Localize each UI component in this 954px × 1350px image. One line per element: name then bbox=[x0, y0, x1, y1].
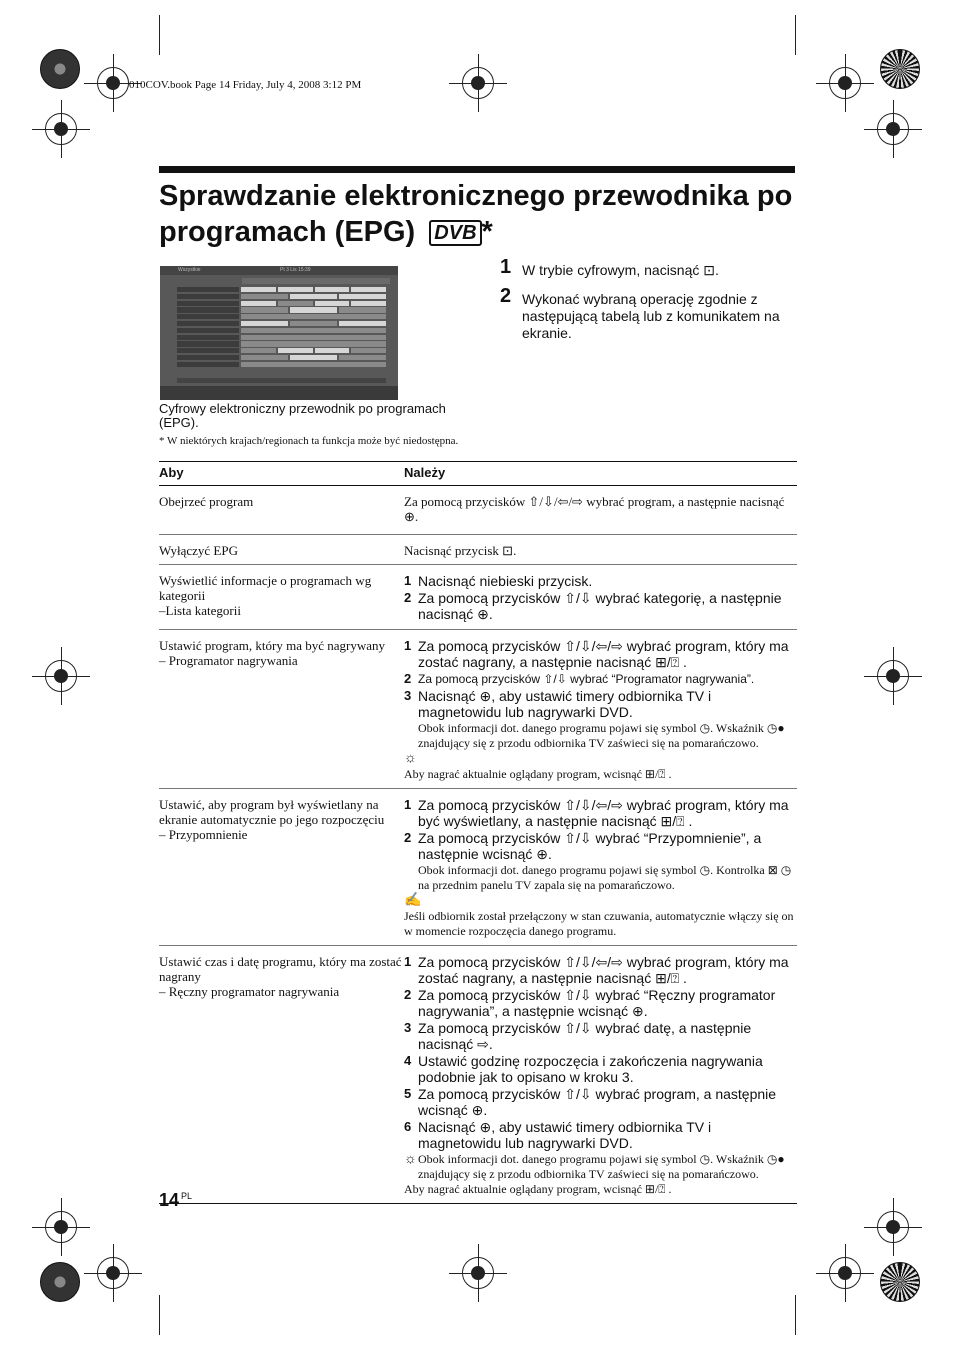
list-item: 1 Za pomocą przycisków ⇧/⇩/⇦/⇨ wybrać program, który ma zostać nagrany, a następnie nacisnąć ⊞/⍰ . bbox=[404, 638, 789, 670]
list-item: 1 Nacisnąć niebieski przycisk. bbox=[404, 573, 593, 589]
aby-subtext: – Przypomnienie bbox=[159, 827, 248, 842]
pencil-note-icon: ✍ bbox=[404, 893, 422, 908]
list-item: 6 Nacisnąć ⊕, aby ustawić timery odbiornika TV i magnetowidu lub nagrywarki DVD. bbox=[404, 1119, 712, 1151]
header-nalezy: Należy bbox=[404, 462, 797, 486]
crosshair-icon bbox=[45, 1211, 77, 1243]
table-row bbox=[159, 565, 797, 630]
aby-subtext: –Lista kategorii bbox=[159, 603, 241, 618]
step-2 bbox=[500, 285, 800, 342]
tip-block bbox=[404, 1152, 797, 1182]
title-line-1: Sprawdzanie elektronicznego przewodnika po bbox=[159, 180, 793, 212]
crosshair-icon bbox=[877, 113, 909, 145]
tip-icon: ☼ bbox=[404, 1152, 417, 1167]
title-line-2: programach (EPG) bbox=[159, 216, 416, 248]
epg-header-center: Pt 3 Lis 15:39 bbox=[280, 267, 311, 273]
aby-text: Wyświetlić informacje o programach wg kategorii bbox=[159, 573, 372, 603]
cell-nalezy: Nacisnąć przycisk ⊡. bbox=[404, 535, 797, 565]
page-title bbox=[159, 178, 799, 250]
crosshair-icon bbox=[877, 1211, 909, 1243]
figure-caption: Cyfrowy elektroniczny przewodnik po programach (EPG). bbox=[159, 401, 446, 430]
cell-aby: Wyłączyć EPG bbox=[159, 535, 404, 565]
crop-mark bbox=[159, 15, 160, 55]
registration-roundel-icon bbox=[880, 1262, 920, 1302]
title-rule bbox=[159, 166, 795, 173]
cell-nalezy bbox=[404, 789, 797, 946]
cell-nalezy bbox=[404, 946, 797, 1204]
epg-info-bar bbox=[177, 378, 386, 383]
cell-nalezy bbox=[404, 565, 797, 630]
crosshair-icon bbox=[97, 67, 129, 99]
note-text: Obok informacji dot. danego programu pojawi się symbol ◷. Kontrolka ⊠ ◷ na przednim panelu TV zapala się na pomarańczowo. bbox=[418, 863, 792, 892]
list-item: 2 Za pomocą przycisków ⇧/⇩ wybrać “Ręczny programator nagrywania”, a następnie wcisnąć ⊕. bbox=[404, 987, 776, 1019]
cell-nalezy: Za pomocą przycisków ⇧/⇩/⇦/⇨ wybrać program, a następnie nacisnąć ⊕. bbox=[404, 486, 797, 535]
tip-icon: ☼ bbox=[404, 751, 417, 766]
list-item: 2 Za pomocą przycisków ⇧/⇩ wybrać “Programator nagrywania”. bbox=[404, 671, 755, 686]
epg-grid bbox=[177, 287, 386, 369]
epg-screenshot bbox=[160, 266, 398, 400]
crosshair-icon bbox=[462, 67, 494, 99]
page-number bbox=[159, 1190, 192, 1211]
list-item: 2 Za pomocą przycisków ⇧/⇩ wybrać kategorię, a następnie nacisnąć ⊕. bbox=[404, 590, 782, 622]
registration-roundel-icon bbox=[880, 49, 920, 89]
list-item: 1 Za pomocą przycisków ⇧/⇩/⇦/⇨ wybrać program, który ma zostać nagrany, a następnie nacisnąć ⊞/⍰ . bbox=[404, 954, 789, 986]
step-number: 2 bbox=[500, 285, 512, 307]
list-item: 3 Za pomocą przycisków ⇧/⇩ wybrać datę, a następnie nacisnąć ⇨. bbox=[404, 1020, 752, 1052]
page-number-value: 14 bbox=[159, 1190, 180, 1210]
title-star: * bbox=[481, 216, 493, 248]
cell-aby bbox=[159, 946, 404, 1204]
epg-header bbox=[160, 266, 398, 275]
table-row bbox=[159, 486, 797, 535]
crosshair-icon bbox=[462, 1257, 494, 1289]
crosshair-icon bbox=[877, 660, 909, 692]
crosshair-icon bbox=[45, 660, 77, 692]
table-row bbox=[159, 630, 797, 789]
step-text: Wykonać wybraną operację zgodnie z następującą tabelą lub z komunikatem na ekranie. bbox=[522, 291, 780, 341]
table-row bbox=[159, 535, 797, 565]
step-text: W trybie cyfrowym, nacisnąć ⊡. bbox=[522, 262, 719, 278]
epg-header-left: Wszystkie bbox=[178, 267, 201, 273]
list-item: 3 Nacisnąć ⊕, aby ustawić timery odbiornika TV i magnetowidu lub nagrywarki DVD. bbox=[404, 688, 712, 720]
steps bbox=[500, 256, 800, 342]
footnote: * W niektórych krajach/regionach ta funkcja może być niedostępna. bbox=[159, 435, 459, 447]
note-text: Aby nagrać aktualnie oglądany program, wcisnąć ⊞/⍰ . bbox=[404, 1182, 672, 1196]
crop-mark bbox=[159, 1295, 160, 1335]
cell-aby bbox=[159, 630, 404, 789]
aby-text: Ustawić czas i datę programu, który ma zostać nagrany bbox=[159, 954, 402, 984]
note-text: Obok informacji dot. danego programu pojawi się symbol ◷. Wskaźnik ◷● znajdujący się z przodu odbiornika TV zaświeci się na pomarańczowo. bbox=[418, 721, 785, 750]
epg-footer bbox=[160, 386, 398, 400]
list-item: 2 Za pomocą przycisków ⇧/⇩ wybrać “Przypomnienie”, a następnie wcisnąć ⊕. bbox=[404, 830, 762, 862]
header-aby: Aby bbox=[159, 462, 404, 486]
crosshair-icon bbox=[829, 67, 861, 99]
page-language: PL bbox=[181, 1191, 193, 1201]
note-text: Obok informacji dot. danego programu pojawi się symbol ◷. Wskaźnik ◷● znajdujący się z przodu odbiornika TV zaświeci się na pomarańczowo. bbox=[418, 1152, 785, 1181]
list-item: 1 Za pomocą przycisków ⇧/⇩/⇦/⇨ wybrać program, który ma być wyświetlany, a następnie nacisnąć ⊞/⍰ . bbox=[404, 797, 789, 829]
crosshair-icon bbox=[97, 1257, 129, 1289]
cell-aby: Obejrzeć program bbox=[159, 486, 404, 535]
crop-mark bbox=[795, 15, 796, 55]
list-item: 4 Ustawić godzinę rozpoczęcia i zakończenia nagrywania podobnie jak to opisano w kroku 3. bbox=[404, 1053, 763, 1085]
step-1 bbox=[500, 256, 800, 279]
aby-text: Ustawić program, który ma być nagrywany bbox=[159, 638, 385, 653]
crop-mark bbox=[795, 1295, 796, 1335]
crosshair-icon bbox=[45, 113, 77, 145]
note-text: Jeśli odbiornik został przełączony w stan czuwania, automatycznie włączy się on w momencie rozpoczęcia danego programu. bbox=[404, 909, 794, 938]
aby-text: Ustawić, aby program był wyświetlany na ekranie automatycznie po jego rozpoczęciu bbox=[159, 797, 385, 827]
note-text: Aby nagrać aktualnie oglądany program, wcisnąć ⊞/⍰ . bbox=[404, 767, 672, 781]
instructions-table bbox=[159, 461, 797, 1204]
aby-subtext: – Ręczny programator nagrywania bbox=[159, 984, 340, 999]
epg-time-bar bbox=[242, 278, 390, 284]
cell-nalezy bbox=[404, 630, 797, 789]
aby-subtext: – Programator nagrywania bbox=[159, 653, 298, 668]
cell-aby bbox=[159, 789, 404, 946]
registration-roundel-icon bbox=[40, 1262, 80, 1302]
book-header-info: 010COV.book Page 14 Friday, July 4, 2008 3:12 PM bbox=[129, 79, 362, 91]
table-row bbox=[159, 789, 797, 946]
registration-roundel-icon bbox=[40, 49, 80, 89]
list-item: 5 Za pomocą przycisków ⇧/⇩ wybrać program, a następnie wcisnąć ⊕. bbox=[404, 1086, 777, 1118]
table-row bbox=[159, 946, 797, 1204]
cell-aby bbox=[159, 565, 404, 630]
step-number: 1 bbox=[500, 256, 512, 278]
dvb-logo: DVB bbox=[429, 220, 481, 246]
crosshair-icon bbox=[829, 1257, 861, 1289]
